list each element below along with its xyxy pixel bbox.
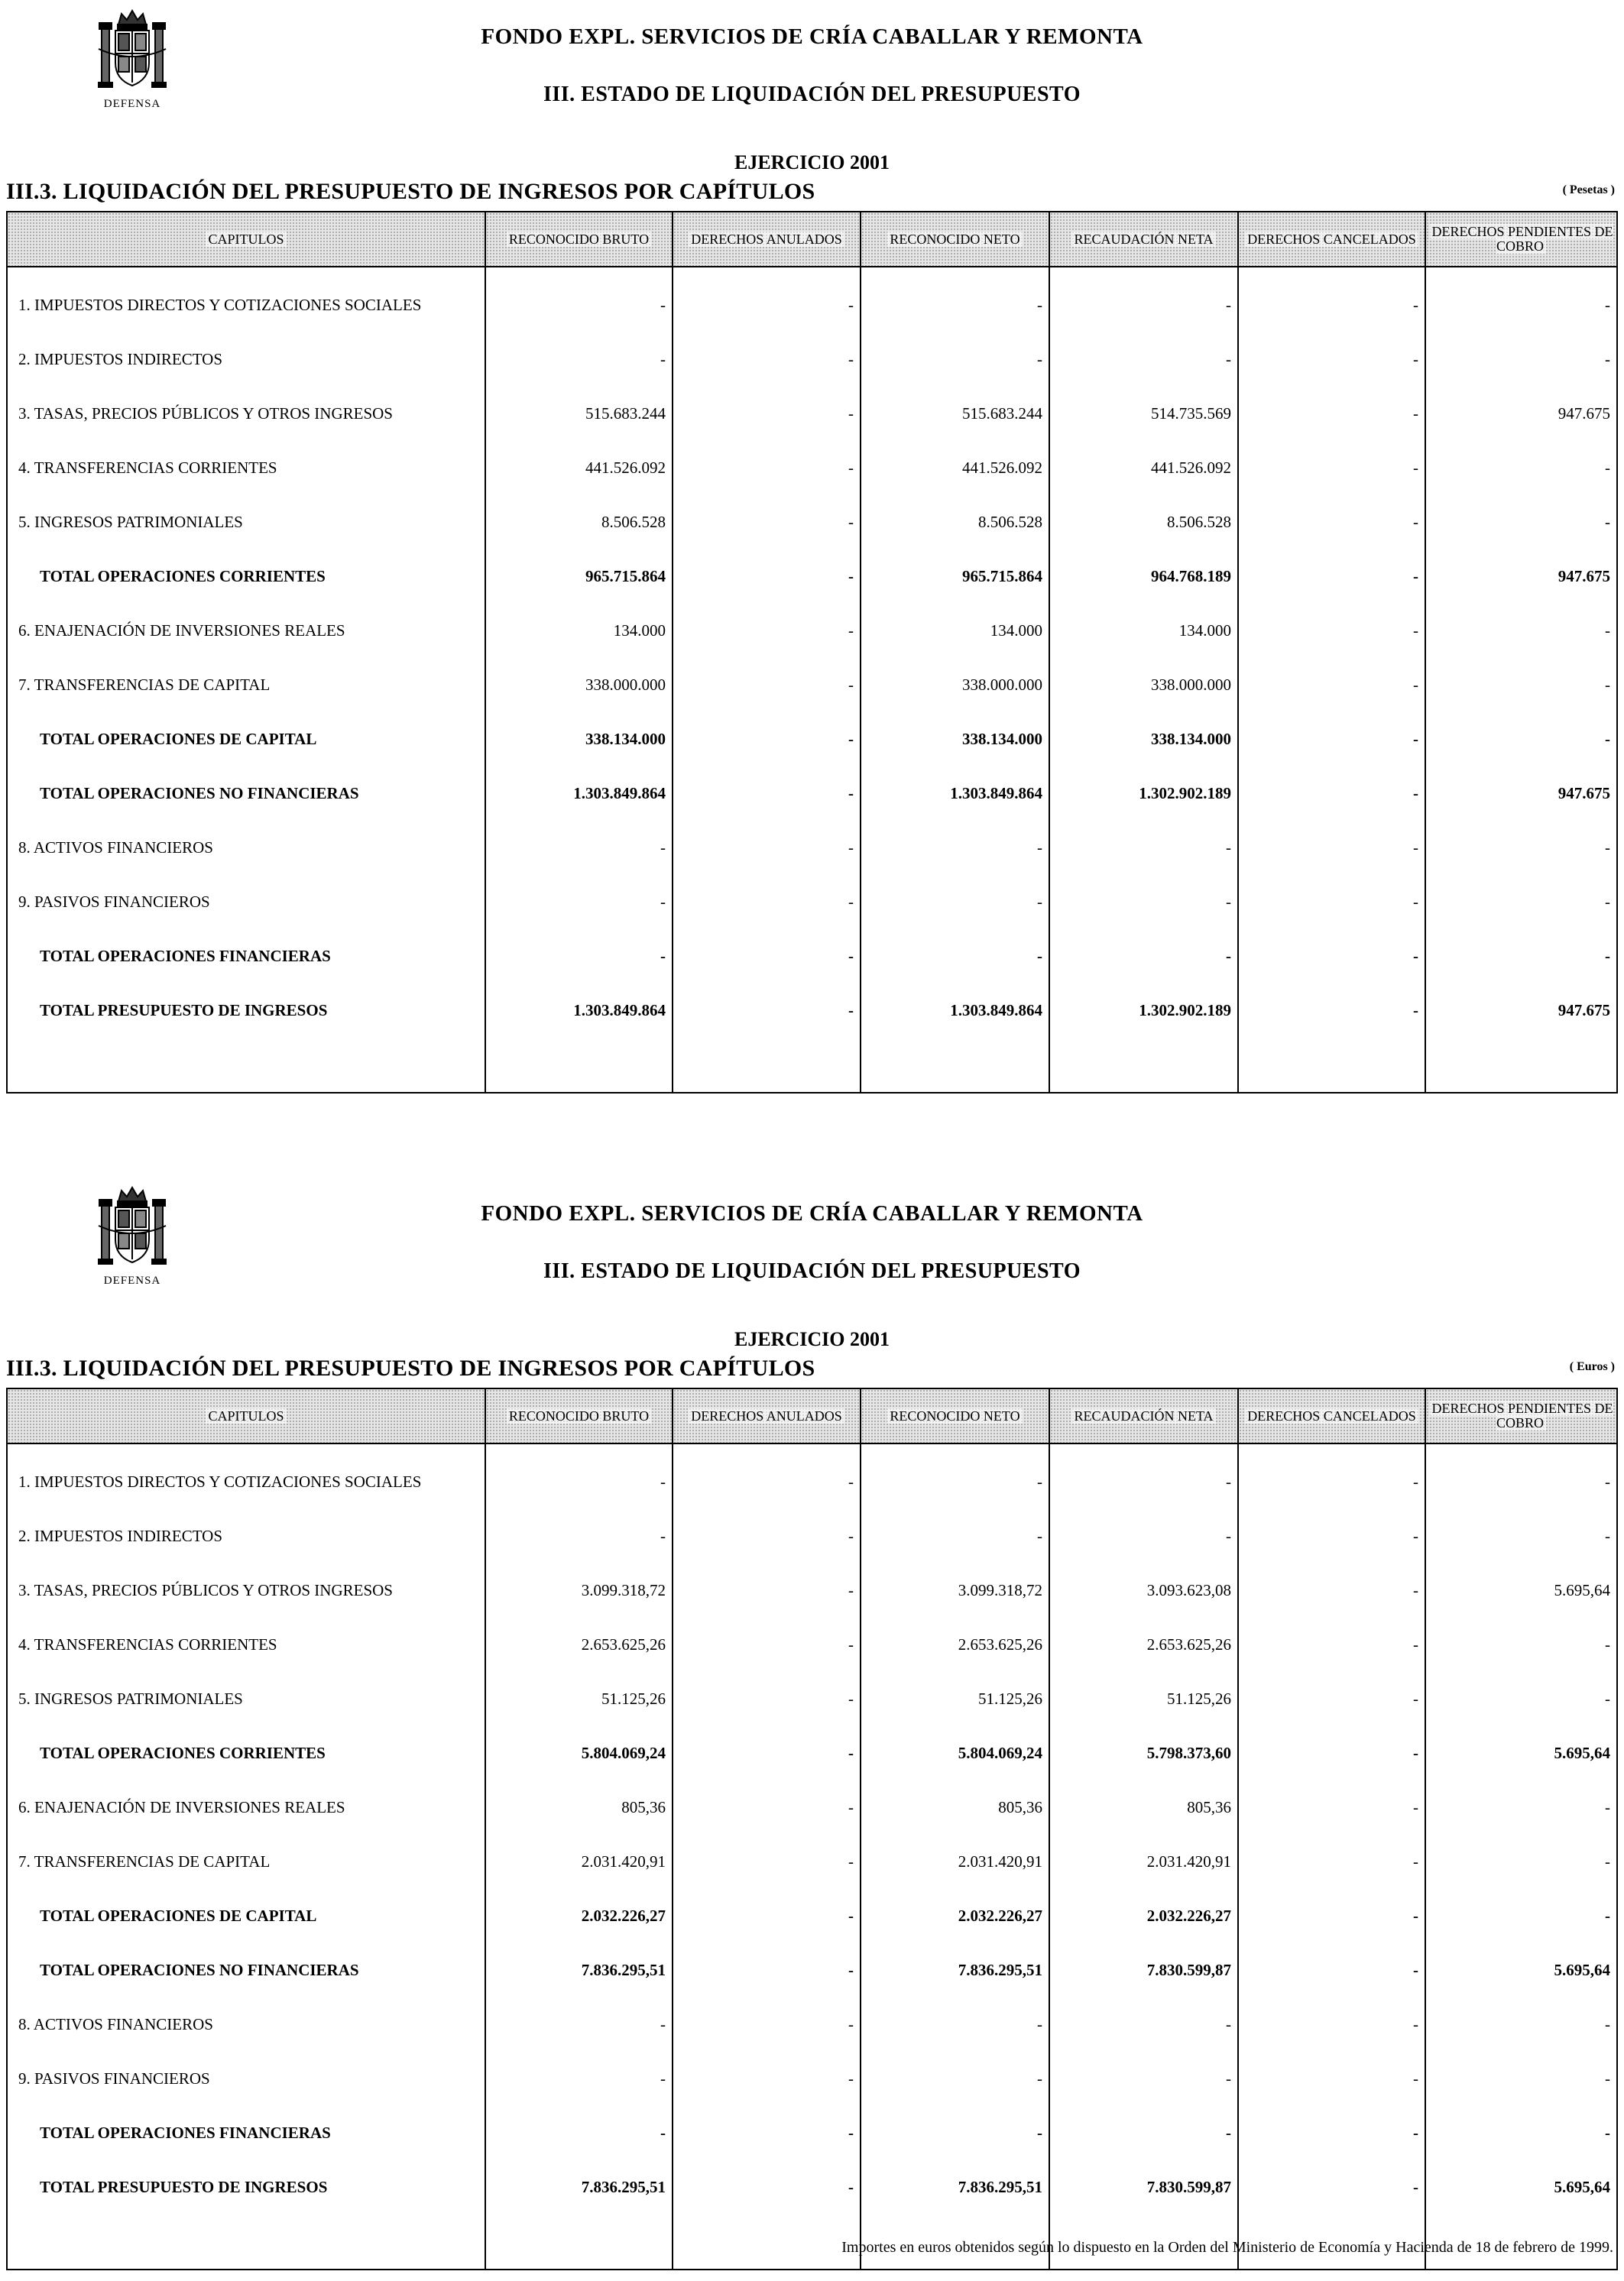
column-header xyxy=(7,212,485,267)
cell-value: - xyxy=(861,1443,1049,1509)
row-label: TOTAL OPERACIONES DE CAPITAL xyxy=(7,1889,485,1943)
cell-value: 7.836.295,51 xyxy=(485,1943,673,1997)
crest-label: DEFENSA xyxy=(103,98,161,110)
cell-value: - xyxy=(861,821,1049,875)
column-header xyxy=(485,1388,673,1443)
cell-value: 965.715.864 xyxy=(485,549,673,604)
cell-value: - xyxy=(1049,2052,1238,2106)
cell-value: - xyxy=(1238,929,1425,983)
empty-cell xyxy=(7,2215,485,2270)
cell-value: 1.303.849.864 xyxy=(485,766,673,821)
cell-value: - xyxy=(1049,1997,1238,2052)
cell-value: 7.830.599,87 xyxy=(1049,2160,1238,2215)
cell-value: - xyxy=(485,1997,673,2052)
row-label: TOTAL OPERACIONES DE CAPITAL xyxy=(7,712,485,766)
cell-value: - xyxy=(673,1443,861,1509)
cell-value: 947.675 xyxy=(1425,983,1617,1038)
cell-value: - xyxy=(1425,1443,1617,1509)
cell-value: - xyxy=(673,821,861,875)
cell-value: - xyxy=(673,658,861,712)
table-spacer-row xyxy=(7,1038,1617,1093)
row-label: 7. TRANSFERENCIAS DE CAPITAL xyxy=(7,658,485,712)
row-label: 2. IMPUESTOS INDIRECTOS xyxy=(7,1509,485,1563)
column-header-label: DERECHOS ANULADOS xyxy=(689,1408,844,1424)
table-total-row xyxy=(7,1726,1617,1780)
cell-value: - xyxy=(1238,1997,1425,2052)
cell-value: - xyxy=(1425,441,1617,495)
crest-label: DEFENSA xyxy=(103,1275,161,1287)
cell-value: - xyxy=(1425,1672,1617,1726)
cell-value: - xyxy=(1425,658,1617,712)
cell-value: - xyxy=(1238,1618,1425,1672)
row-label: 5. INGRESOS PATRIMONIALES xyxy=(7,495,485,549)
column-header xyxy=(861,1388,1049,1443)
table-row xyxy=(7,495,1617,549)
cell-value: - xyxy=(673,1672,861,1726)
cell-value: 51.125,26 xyxy=(1049,1672,1238,1726)
cell-value: 514.735.569 xyxy=(1049,387,1238,441)
cell-value: - xyxy=(673,1889,861,1943)
cell-value: 8.506.528 xyxy=(485,495,673,549)
cell-value: - xyxy=(1425,875,1617,929)
cell-value: - xyxy=(485,332,673,387)
row-label: 9. PASIVOS FINANCIEROS xyxy=(7,2052,485,2106)
cell-value: 805,36 xyxy=(1049,1780,1238,1835)
cell-value: 947.675 xyxy=(1425,766,1617,821)
empty-cell xyxy=(485,2215,673,2270)
table-total-row xyxy=(7,1889,1617,1943)
row-label: 2. IMPUESTOS INDIRECTOS xyxy=(7,332,485,387)
table-row xyxy=(7,1618,1617,1672)
cell-value: - xyxy=(673,1618,861,1672)
cell-value: - xyxy=(673,1509,861,1563)
cell-value: - xyxy=(673,2160,861,2215)
cell-value: - xyxy=(485,2052,673,2106)
cell-value: - xyxy=(1425,495,1617,549)
cell-value: - xyxy=(1238,1672,1425,1726)
cell-value: - xyxy=(1238,983,1425,1038)
cell-value: - xyxy=(861,929,1049,983)
table-row xyxy=(7,1509,1617,1563)
cell-value: - xyxy=(673,1835,861,1889)
report-title: FONDO EXPL. SERVICIOS DE CRÍA CABALLAR Y REMONTA xyxy=(481,24,1143,49)
cell-value: 5.804.069,24 xyxy=(861,1726,1049,1780)
table-heading: III.3. LIQUIDACIÓN DEL PRESUPUESTO DE INGRESOS POR CAPÍTULOS xyxy=(6,1356,815,1381)
cell-value: - xyxy=(1238,766,1425,821)
cell-value: 2.031.420,91 xyxy=(1049,1835,1238,1889)
cell-value: 1.302.902.189 xyxy=(1049,983,1238,1038)
cell-value: - xyxy=(1049,821,1238,875)
cell-value: - xyxy=(1238,441,1425,495)
cell-value: - xyxy=(673,604,861,658)
column-header-label: DERECHOS PENDIENTES DE COBRO xyxy=(1430,1401,1613,1430)
table-row xyxy=(7,604,1617,658)
table-header-row xyxy=(7,1388,1617,1443)
table-row xyxy=(7,441,1617,495)
cell-value: 51.125,26 xyxy=(861,1672,1049,1726)
cell-value: - xyxy=(485,1509,673,1563)
cell-value: - xyxy=(673,332,861,387)
footnote: Importes en euros obtenidos según lo dispuesto en la Orden del Ministerio de Economía y Hacienda de 18 de febrero de 1999. xyxy=(841,2239,1613,2256)
row-label: 7. TRANSFERENCIAS DE CAPITAL xyxy=(7,1835,485,1889)
cell-value: 7.836.295,51 xyxy=(485,2160,673,2215)
cell-value: - xyxy=(673,766,861,821)
cell-value: 338.000.000 xyxy=(1049,658,1238,712)
cell-value: - xyxy=(1049,2106,1238,2160)
cell-value: - xyxy=(1238,1780,1425,1835)
row-label: 3. TASAS, PRECIOS PÚBLICOS Y OTROS INGRESOS xyxy=(7,387,485,441)
cell-value: 441.526.092 xyxy=(1049,441,1238,495)
column-header xyxy=(485,212,673,267)
cell-value: - xyxy=(673,2106,861,2160)
cell-value: - xyxy=(1049,929,1238,983)
row-label: TOTAL OPERACIONES CORRIENTES xyxy=(7,1726,485,1780)
cell-value: - xyxy=(673,929,861,983)
column-header xyxy=(861,212,1049,267)
cell-value: 5.804.069,24 xyxy=(485,1726,673,1780)
row-label: 3. TASAS, PRECIOS PÚBLICOS Y OTROS INGRESOS xyxy=(7,1563,485,1618)
cell-value: 947.675 xyxy=(1425,387,1617,441)
table-row xyxy=(7,332,1617,387)
cell-value: - xyxy=(1238,1443,1425,1509)
column-header xyxy=(1049,1388,1238,1443)
cell-value: - xyxy=(1425,821,1617,875)
cell-value: - xyxy=(861,2106,1049,2160)
cell-value: - xyxy=(1425,1889,1617,1943)
cell-value: - xyxy=(673,495,861,549)
cell-value: 338.000.000 xyxy=(861,658,1049,712)
cell-value: 5.695,64 xyxy=(1425,1563,1617,1618)
cell-value: - xyxy=(1238,658,1425,712)
table-total-row xyxy=(7,2160,1617,2215)
empty-cell xyxy=(485,1038,673,1093)
row-label: 6. ENAJENACIÓN DE INVERSIONES REALES xyxy=(7,604,485,658)
table-total-row xyxy=(7,1943,1617,1997)
row-label: 1. IMPUESTOS DIRECTOS Y COTIZACIONES SOCIALES xyxy=(7,267,485,332)
currency-unit: ( Euros ) xyxy=(1569,1360,1615,1373)
row-label: 5. INGRESOS PATRIMONIALES xyxy=(7,1672,485,1726)
cell-value: - xyxy=(1238,821,1425,875)
cell-value: - xyxy=(861,332,1049,387)
cell-value: 1.303.849.864 xyxy=(861,766,1049,821)
cell-value: 947.675 xyxy=(1425,549,1617,604)
cell-value: 2.653.625,26 xyxy=(485,1618,673,1672)
table-row xyxy=(7,875,1617,929)
cell-value: - xyxy=(485,267,673,332)
cell-value: - xyxy=(1238,604,1425,658)
cell-value: 5.798.373,60 xyxy=(1049,1726,1238,1780)
empty-cell xyxy=(673,2215,861,2270)
cell-value: - xyxy=(673,1943,861,1997)
table-row xyxy=(7,1997,1617,2052)
column-header-label: RECONOCIDO NETO xyxy=(887,1408,1022,1424)
table-row xyxy=(7,387,1617,441)
report-subtitle: III. ESTADO DE LIQUIDACIÓN DEL PRESUPUESTO xyxy=(543,83,1081,106)
cell-value: 2.031.420,91 xyxy=(861,1835,1049,1889)
cell-value: 338.000.000 xyxy=(485,658,673,712)
cell-value: - xyxy=(673,712,861,766)
cell-value: - xyxy=(673,983,861,1038)
cell-value: 338.134.000 xyxy=(1049,712,1238,766)
cell-value: - xyxy=(485,875,673,929)
cell-value: 2.031.420,91 xyxy=(485,1835,673,1889)
cell-value: 3.099.318,72 xyxy=(485,1563,673,1618)
row-label: 8. ACTIVOS FINANCIEROS xyxy=(7,821,485,875)
cell-value: 51.125,26 xyxy=(485,1672,673,1726)
cell-value: - xyxy=(1238,1509,1425,1563)
cell-value: - xyxy=(1425,1780,1617,1835)
column-header xyxy=(1425,212,1617,267)
row-label: TOTAL OPERACIONES FINANCIERAS xyxy=(7,929,485,983)
row-label: 9. PASIVOS FINANCIEROS xyxy=(7,875,485,929)
report-subtitle: III. ESTADO DE LIQUIDACIÓN DEL PRESUPUESTO xyxy=(543,1259,1081,1283)
cell-value: - xyxy=(1425,332,1617,387)
cell-value: 515.683.244 xyxy=(485,387,673,441)
cell-value: - xyxy=(1238,712,1425,766)
cell-value: 805,36 xyxy=(485,1780,673,1835)
column-header xyxy=(673,212,861,267)
cell-value: - xyxy=(1238,267,1425,332)
cell-value: - xyxy=(1425,604,1617,658)
cell-value: 134.000 xyxy=(1049,604,1238,658)
cell-value: - xyxy=(673,549,861,604)
cell-value: - xyxy=(1425,1618,1617,1672)
cell-value: 2.032.226,27 xyxy=(1049,1889,1238,1943)
cell-value: - xyxy=(1238,2052,1425,2106)
cell-value: - xyxy=(861,1997,1049,2052)
empty-cell xyxy=(861,1038,1049,1093)
table-total-row xyxy=(7,549,1617,604)
column-header-label: RECONOCIDO NETO xyxy=(887,232,1022,247)
cell-value: - xyxy=(673,1563,861,1618)
cell-value: - xyxy=(1049,267,1238,332)
fiscal-year: EJERCICIO 2001 xyxy=(734,1328,890,1350)
cell-value: - xyxy=(673,1726,861,1780)
cell-value: 338.134.000 xyxy=(485,712,673,766)
cell-value: 2.653.625,26 xyxy=(1049,1618,1238,1672)
cell-value: - xyxy=(1049,1443,1238,1509)
table-row xyxy=(7,1563,1617,1618)
empty-cell xyxy=(673,1038,861,1093)
table-row xyxy=(7,267,1617,332)
cell-value: - xyxy=(485,1443,673,1509)
cell-value: - xyxy=(673,267,861,332)
cell-value: 964.768.189 xyxy=(1049,549,1238,604)
cell-value: - xyxy=(1425,1835,1617,1889)
cell-value: 1.303.849.864 xyxy=(861,983,1049,1038)
column-header-label: DERECHOS PENDIENTES DE COBRO xyxy=(1430,224,1613,254)
empty-cell xyxy=(7,1038,485,1093)
cell-value: 3.099.318,72 xyxy=(861,1563,1049,1618)
cell-value: 134.000 xyxy=(485,604,673,658)
cell-value: 7.830.599,87 xyxy=(1049,1943,1238,1997)
cell-value: - xyxy=(1238,1835,1425,1889)
table-total-row xyxy=(7,2106,1617,2160)
cell-value: - xyxy=(861,267,1049,332)
row-label: TOTAL PRESUPUESTO DE INGRESOS xyxy=(7,2160,485,2215)
row-label: TOTAL OPERACIONES NO FINANCIERAS xyxy=(7,766,485,821)
table-total-row xyxy=(7,712,1617,766)
report-title: FONDO EXPL. SERVICIOS DE CRÍA CABALLAR Y REMONTA xyxy=(481,1201,1143,1226)
column-header-label: RECAUDACIÓN NETA xyxy=(1071,1408,1215,1424)
cell-value: - xyxy=(673,2052,861,2106)
row-label: 8. ACTIVOS FINANCIEROS xyxy=(7,1997,485,2052)
cell-value: - xyxy=(861,1509,1049,1563)
column-header xyxy=(7,1388,485,1443)
column-header-label: RECAUDACIÓN NETA xyxy=(1071,232,1215,247)
column-header-label: CAPITULOS xyxy=(206,1408,286,1424)
row-label: TOTAL OPERACIONES CORRIENTES xyxy=(7,549,485,604)
cell-value: 2.032.226,27 xyxy=(485,1889,673,1943)
cell-value: 2.653.625,26 xyxy=(861,1618,1049,1672)
cell-value: - xyxy=(1238,2160,1425,2215)
cell-value: - xyxy=(1238,495,1425,549)
budget-table xyxy=(6,1388,1618,2270)
row-label: TOTAL OPERACIONES FINANCIERAS xyxy=(7,2106,485,2160)
cell-value: 134.000 xyxy=(861,604,1049,658)
table-heading: III.3. LIQUIDACIÓN DEL PRESUPUESTO DE INGRESOS POR CAPÍTULOS xyxy=(6,179,815,204)
cell-value: - xyxy=(673,387,861,441)
cell-value: 2.032.226,27 xyxy=(861,1889,1049,1943)
cell-value: - xyxy=(861,2052,1049,2106)
column-header-label: DERECHOS ANULADOS xyxy=(689,232,844,247)
cell-value: - xyxy=(1238,875,1425,929)
row-label: 1. IMPUESTOS DIRECTOS Y COTIZACIONES SOCIALES xyxy=(7,1443,485,1509)
cell-value: - xyxy=(485,2106,673,2160)
cell-value: 5.695,64 xyxy=(1425,1943,1617,1997)
cell-value: 1.303.849.864 xyxy=(485,983,673,1038)
cell-value: - xyxy=(1425,2106,1617,2160)
cell-value: 3.093.623,08 xyxy=(1049,1563,1238,1618)
column-header xyxy=(1238,1388,1425,1443)
cell-value: 805,36 xyxy=(861,1780,1049,1835)
empty-cell xyxy=(1049,1038,1238,1093)
cell-value: - xyxy=(673,441,861,495)
table-row xyxy=(7,1443,1617,1509)
cell-value: - xyxy=(485,821,673,875)
empty-cell xyxy=(1425,1038,1617,1093)
table-row xyxy=(7,1835,1617,1889)
table-row xyxy=(7,2052,1617,2106)
column-header xyxy=(1425,1388,1617,1443)
cell-value: - xyxy=(1238,387,1425,441)
cell-value: 8.506.528 xyxy=(861,495,1049,549)
column-header-label: DERECHOS CANCELADOS xyxy=(1245,1408,1418,1424)
column-header xyxy=(1238,212,1425,267)
cell-value: 441.526.092 xyxy=(861,441,1049,495)
cell-value: 5.695,64 xyxy=(1425,1726,1617,1780)
cell-value: - xyxy=(673,875,861,929)
cell-value: - xyxy=(673,1780,861,1835)
table-total-row xyxy=(7,766,1617,821)
cell-value: - xyxy=(1425,929,1617,983)
cell-value: - xyxy=(1425,1509,1617,1563)
cell-value: - xyxy=(1238,549,1425,604)
row-label: 6. ENAJENACIÓN DE INVERSIONES REALES xyxy=(7,1780,485,1835)
empty-cell xyxy=(1238,1038,1425,1093)
cell-value: - xyxy=(1425,267,1617,332)
column-header-label: DERECHOS CANCELADOS xyxy=(1245,232,1418,247)
table-row xyxy=(7,1672,1617,1726)
cell-value: 7.836.295,51 xyxy=(861,1943,1049,1997)
cell-value: - xyxy=(861,875,1049,929)
cell-value: - xyxy=(485,929,673,983)
cell-value: - xyxy=(1238,1563,1425,1618)
cell-value: - xyxy=(1238,2106,1425,2160)
table-row xyxy=(7,658,1617,712)
table-row xyxy=(7,821,1617,875)
row-label: TOTAL PRESUPUESTO DE INGRESOS xyxy=(7,983,485,1038)
cell-value: 1.302.902.189 xyxy=(1049,766,1238,821)
table-total-row xyxy=(7,929,1617,983)
table-row xyxy=(7,1780,1617,1835)
cell-value: 8.506.528 xyxy=(1049,495,1238,549)
cell-value: - xyxy=(1238,1943,1425,1997)
currency-unit: ( Pesetas ) xyxy=(1562,183,1615,196)
column-header-label: CAPITULOS xyxy=(206,232,286,247)
cell-value: 338.134.000 xyxy=(861,712,1049,766)
cell-value: 515.683.244 xyxy=(861,387,1049,441)
cell-value: - xyxy=(1425,712,1617,766)
cell-value: - xyxy=(1049,875,1238,929)
cell-value: 965.715.864 xyxy=(861,549,1049,604)
column-header xyxy=(1049,212,1238,267)
table-total-row xyxy=(7,983,1617,1038)
cell-value: 5.695,64 xyxy=(1425,2160,1617,2215)
row-label: TOTAL OPERACIONES NO FINANCIERAS xyxy=(7,1943,485,1997)
row-label: 4. TRANSFERENCIAS CORRIENTES xyxy=(7,1618,485,1672)
cell-value: - xyxy=(1049,1509,1238,1563)
cell-value: - xyxy=(1425,2052,1617,2106)
cell-value: - xyxy=(1238,1726,1425,1780)
cell-value: 441.526.092 xyxy=(485,441,673,495)
budget-table xyxy=(6,211,1618,1094)
cell-value: - xyxy=(1238,332,1425,387)
cell-value: - xyxy=(673,1997,861,2052)
cell-value: - xyxy=(1238,1889,1425,1943)
cell-value: - xyxy=(1049,332,1238,387)
cell-value: 7.836.295,51 xyxy=(861,2160,1049,2215)
table-header-row xyxy=(7,212,1617,267)
column-header-label: RECONOCIDO BRUTO xyxy=(507,232,651,247)
fiscal-year: EJERCICIO 2001 xyxy=(734,151,890,173)
column-header-label: RECONOCIDO BRUTO xyxy=(507,1408,651,1424)
cell-value: - xyxy=(1425,1997,1617,2052)
row-label: 4. TRANSFERENCIAS CORRIENTES xyxy=(7,441,485,495)
column-header xyxy=(673,1388,861,1443)
